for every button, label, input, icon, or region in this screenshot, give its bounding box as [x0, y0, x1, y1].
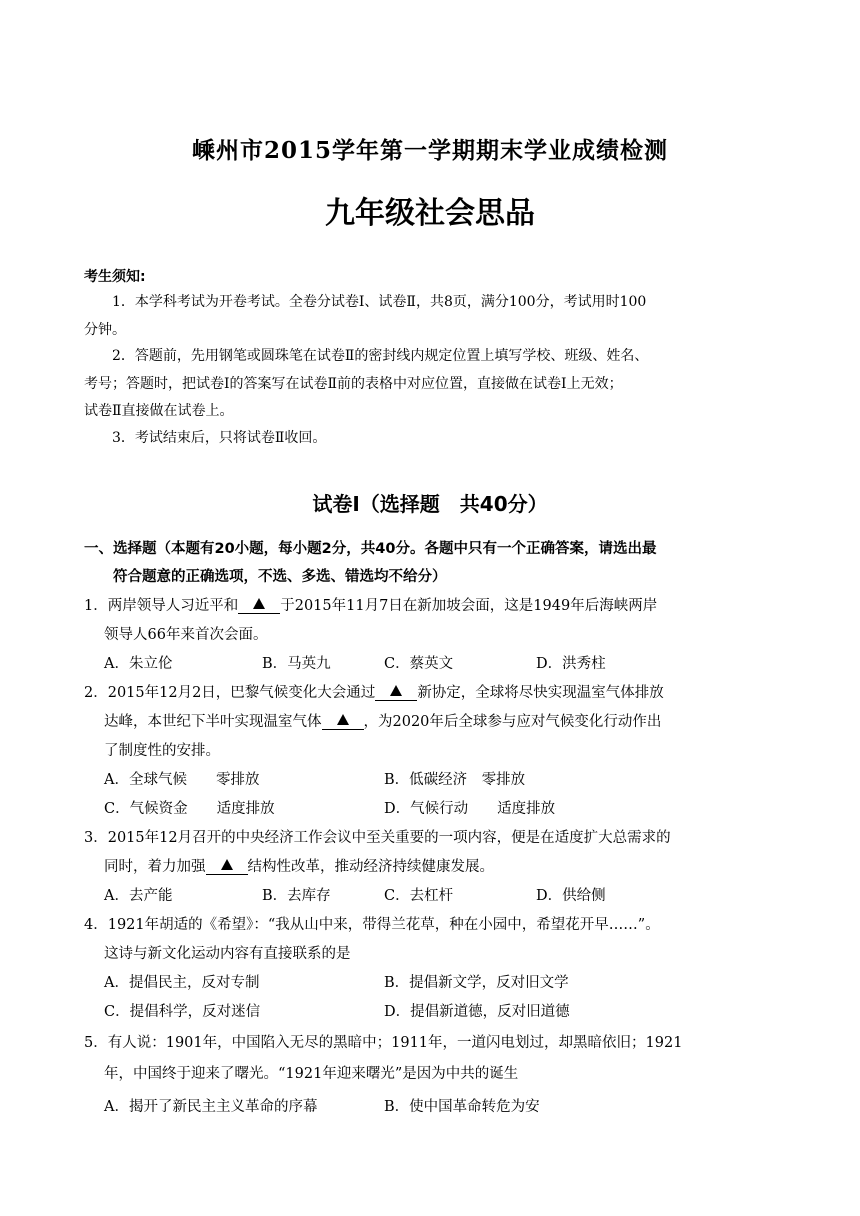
answer-blank [322, 714, 364, 730]
option-c: C．提倡科学，反对迷信 [104, 1004, 261, 1020]
subject-title: 九年级社会思品 [325, 196, 535, 231]
option-b: B．低碳经济 零排放 [384, 772, 526, 788]
notice-line: 考号；答题时，把试卷Ⅰ的答案写在试卷Ⅱ前的表格中对应位置，直接做在试卷Ⅰ上无效； [84, 376, 623, 392]
option-a: A．提倡民主，反对专制 [104, 975, 260, 991]
question-1-line2: 领导人66年来首次会面。 [104, 627, 268, 643]
option-b: B．马英九 [262, 656, 331, 672]
exam-title: 嵊州市2015学年第一学期期末学业成绩检测 [191, 137, 668, 164]
notice-heading: 考生须知: [84, 269, 146, 285]
triangle-icon [253, 598, 265, 609]
section-instructions-cont: 符合题意的正确选项，不选、多选、错选均不给分） [113, 569, 447, 585]
question-text: ，为2020年后全球参与应对气候变化行动作出 [363, 714, 662, 730]
question-5-line2: 年，中国终于迎来了曙光。“1921年迎来曙光”是因为中共的诞生 [104, 1066, 519, 1082]
question-2-line3: 了制度性的安排。 [104, 743, 220, 759]
notice-line: 试卷Ⅱ直接做在试卷上。 [84, 403, 234, 419]
question-3-line2 [104, 855, 494, 876]
option-c: C．蔡英文 [384, 656, 454, 672]
option-b: B．提倡新文学，反对旧文学 [384, 975, 569, 991]
question-text: 结构性改革，推动经济持续健康发展。 [247, 859, 494, 875]
section-instructions: 一、选择题（本题有20小题，每小题2分，共40分。各题中只有一个正确答案，请选出最 [84, 541, 657, 557]
option-d: D．气候行动 适度排放 [384, 801, 556, 817]
option-d: D．供给侧 [536, 888, 606, 904]
question-text: 于2015年11月7日在新加坡会面，这是1949年后海峡两岸 [280, 598, 658, 614]
option-b: B．去库存 [262, 888, 331, 904]
option-a: A．揭开了新民主主义革命的序幕 [104, 1099, 318, 1115]
option-d: D．提倡新道德，反对旧道德 [384, 1004, 570, 1020]
question-text: 同时，着力加强 [104, 859, 206, 875]
triangle-icon [221, 859, 233, 870]
option-a: A．朱立伦 [104, 656, 173, 672]
question-2-line [84, 681, 664, 702]
question-text: 新协定，全球将尽快实现温室气体排放 [417, 685, 664, 701]
notice-line: 2．答题前，先用钢笔或圆珠笔在试卷Ⅱ的密封线内规定位置上填写学校、班级、姓名、 [112, 348, 649, 364]
question-text: 2．2015年12月2日，巴黎气候变化大会通过 [84, 685, 376, 701]
triangle-icon [337, 714, 349, 725]
answer-blank [375, 685, 417, 701]
question-4-line: 4．1921年胡适的《希望》：“我从山中来，带得兰花草，种在小园中，希望花开早……”。 [84, 917, 660, 933]
question-3-line: 3．2015年12月召开的中央经济工作会议中至关重要的一项内容，便是在适度扩大总需求的 [84, 830, 671, 846]
answer-blank [238, 598, 280, 614]
question-2-line2 [104, 710, 661, 731]
option-b: B．使中国革命转危为安 [384, 1099, 540, 1115]
option-c: C．气候资金 适度排放 [104, 801, 275, 817]
option-a: A．去产能 [104, 888, 173, 904]
question-text: 达峰，本世纪下半叶实现温室气体 [104, 714, 322, 730]
triangle-icon [390, 685, 402, 696]
answer-blank [206, 859, 248, 875]
notice-line: 3．考试结束后，只将试卷Ⅱ收回。 [112, 430, 327, 446]
option-c: C．去杠杆 [384, 888, 454, 904]
question-text: 1．两岸领导人习近平和 [84, 598, 239, 614]
section-title: 试卷Ⅰ（选择题 共40分） [312, 492, 548, 516]
notice-line: 分钟。 [84, 322, 126, 338]
question-1-line [84, 594, 657, 615]
question-4-line2: 这诗与新文化运动内容有直接联系的是 [104, 946, 351, 962]
notice-line: 1．本学科考试为开卷考试。全卷分试卷Ⅰ、试卷Ⅱ，共8页，满分100分，考试用时100 [112, 294, 647, 310]
option-a: A．全球气候 零排放 [104, 772, 260, 788]
option-d: D．洪秀柱 [536, 656, 606, 672]
question-5-line: 5．有人说：1901年，中国陷入无尽的黑暗中；1911年，一道闪电划过，却黑暗依旧；1921 [84, 1035, 683, 1051]
